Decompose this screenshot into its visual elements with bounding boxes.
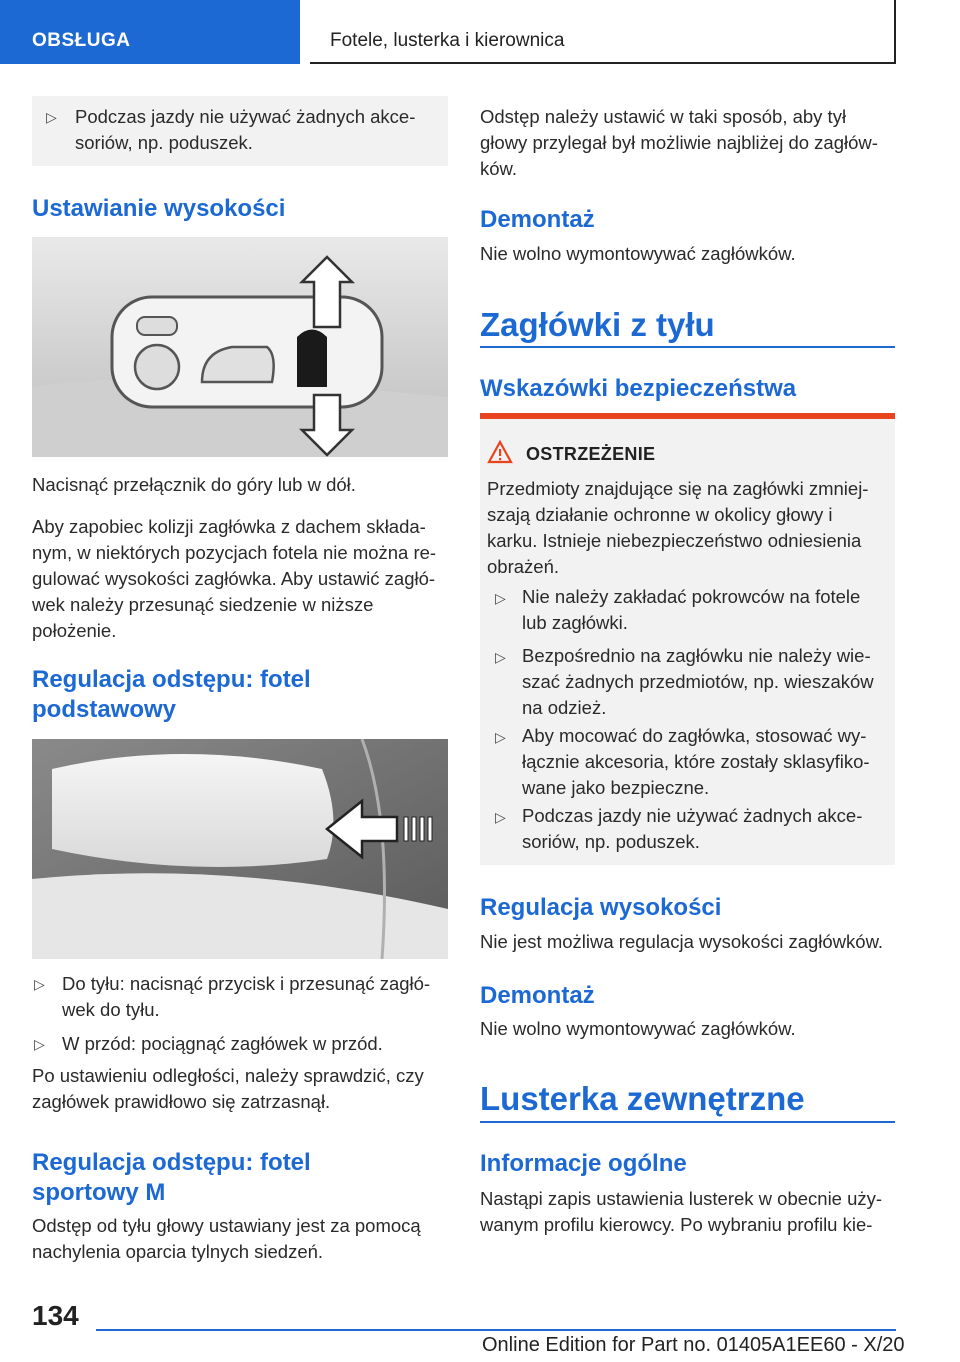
paragraph-press: Nacisnąć przełącznik do góry lub w dół.	[32, 474, 356, 495]
warning-title: OSTRZEŻENIE	[526, 444, 656, 464]
heading-removal-2: Demontaż	[480, 982, 595, 1009]
headrest-image	[32, 739, 448, 959]
paragraph-no-height: Nie jest możliwa regulacja wysokości zagłówków.	[480, 931, 884, 952]
note-bullet: Podczas jazdy nie używać żadnych akce- soriów, np. poduszek.	[75, 106, 416, 153]
warning-text: Przedmioty znajdujące się na zagłówki zmniej- szają działanie ochronne w okolicy głowy i karku. Istnieje niebezpieczeństwo odniesienia obrażeń.	[487, 478, 869, 577]
bullet-triangle-icon: ▷	[495, 590, 506, 606]
paragraph-sport: Odstęp od tyłu głowy ustawiany jest za pomocą nachylenia oparcia tylnych siedzeń.	[32, 1215, 421, 1262]
warning-bullet: Bezpośrednio na zagłówku nie należy wie- szać żadnych przedmiotów, np. wieszaków na odzież.	[522, 645, 874, 718]
seat-switch-image	[32, 237, 448, 457]
heading-rear-headrests: Zagłówki z tyłu	[480, 306, 715, 343]
heading-sport-seat: Regulacja odstępu: fotel sportowy M	[32, 1149, 311, 1206]
paragraph-after-adjust: Po ustawieniu odległości, należy sprawdzić, czy zagłówek prawidłowo się zatrzasnął.	[32, 1065, 424, 1112]
page-number: 134	[32, 1300, 79, 1331]
warning-bullet: Podczas jazdy nie używać żadnych akce- soriów, np. poduszek.	[522, 805, 863, 852]
paragraph-removal: Nie wolno wymontowywać zagłówków.	[480, 243, 796, 264]
bullet-triangle-icon: ▷	[495, 649, 506, 665]
paragraph-removal-2: Nie wolno wymontowywać zagłówków.	[480, 1018, 796, 1039]
heading-mirrors: Lusterka zewnętrzne	[480, 1080, 805, 1117]
bullet-triangle-icon: ▷	[46, 109, 57, 125]
paragraph-general: Nastąpi zapis ustawienia lusterek w obecnie uży- wanym profilu kierowcy. Po wybraniu profilu kie-	[480, 1188, 883, 1235]
bullet-back: Do tyłu: nacisnąć przycisk i przesunąć zagłó- wek do tyłu.	[62, 973, 431, 1020]
bullet-triangle-icon: ▷	[495, 729, 506, 745]
warning-bullet: Nie należy zakładać pokrowców na fotele lub zagłówki.	[522, 586, 861, 633]
warning-bullet: Aby mocować do zagłówka, stosować wy- łącznie akcesoria, które zostały sklasyfiko- wane jako bezpieczne.	[522, 725, 870, 798]
paragraph-distance: Odstęp należy ustawić w taki sposób, aby tył głowy przylegał był możliwie najbliżej do zagłów- ków.	[480, 106, 878, 179]
warning-triangle-icon	[487, 440, 513, 464]
section-label: OBSŁUGA	[32, 30, 131, 51]
footer-rule	[96, 1329, 896, 1331]
heading-height: Ustawianie wysokości	[32, 195, 286, 222]
bullet-triangle-icon: ▷	[495, 809, 506, 825]
paragraph-collision: Aby zapobiec kolizji zagłówka z dachem składa- nym, w niektórych pozycjach fotela nie można re- gulować wysokości zagłówka. Aby ustawić zagłó- wek należy przesunąć siedzenie w niższe położenie.	[32, 516, 437, 641]
heading-height-adjust: Regulacja wysokości	[480, 894, 722, 921]
chapter-header	[310, 0, 896, 64]
heading-general: Informacje ogólne	[480, 1150, 687, 1177]
heading-safety: Wskazówki bezpieczeństwa	[480, 375, 797, 402]
heading-removal: Demontaż	[480, 206, 595, 233]
bullet-triangle-icon: ▷	[34, 1036, 45, 1052]
heading-rule	[480, 1121, 895, 1123]
bullet-forward: W przód: pociągnąć zagłówek w przód.	[62, 1033, 383, 1054]
section-tab	[0, 0, 300, 64]
chapter-title: Fotele, lusterka i kierownica	[330, 30, 565, 51]
edition-text: Online Edition for Part no. 01405A1EE60 - X/20	[482, 1334, 905, 1356]
bullet-triangle-icon: ▷	[34, 976, 45, 992]
heading-basic-seat: Regulacja odstępu: fotel podstawowy	[32, 666, 311, 723]
heading-rule	[480, 346, 895, 348]
